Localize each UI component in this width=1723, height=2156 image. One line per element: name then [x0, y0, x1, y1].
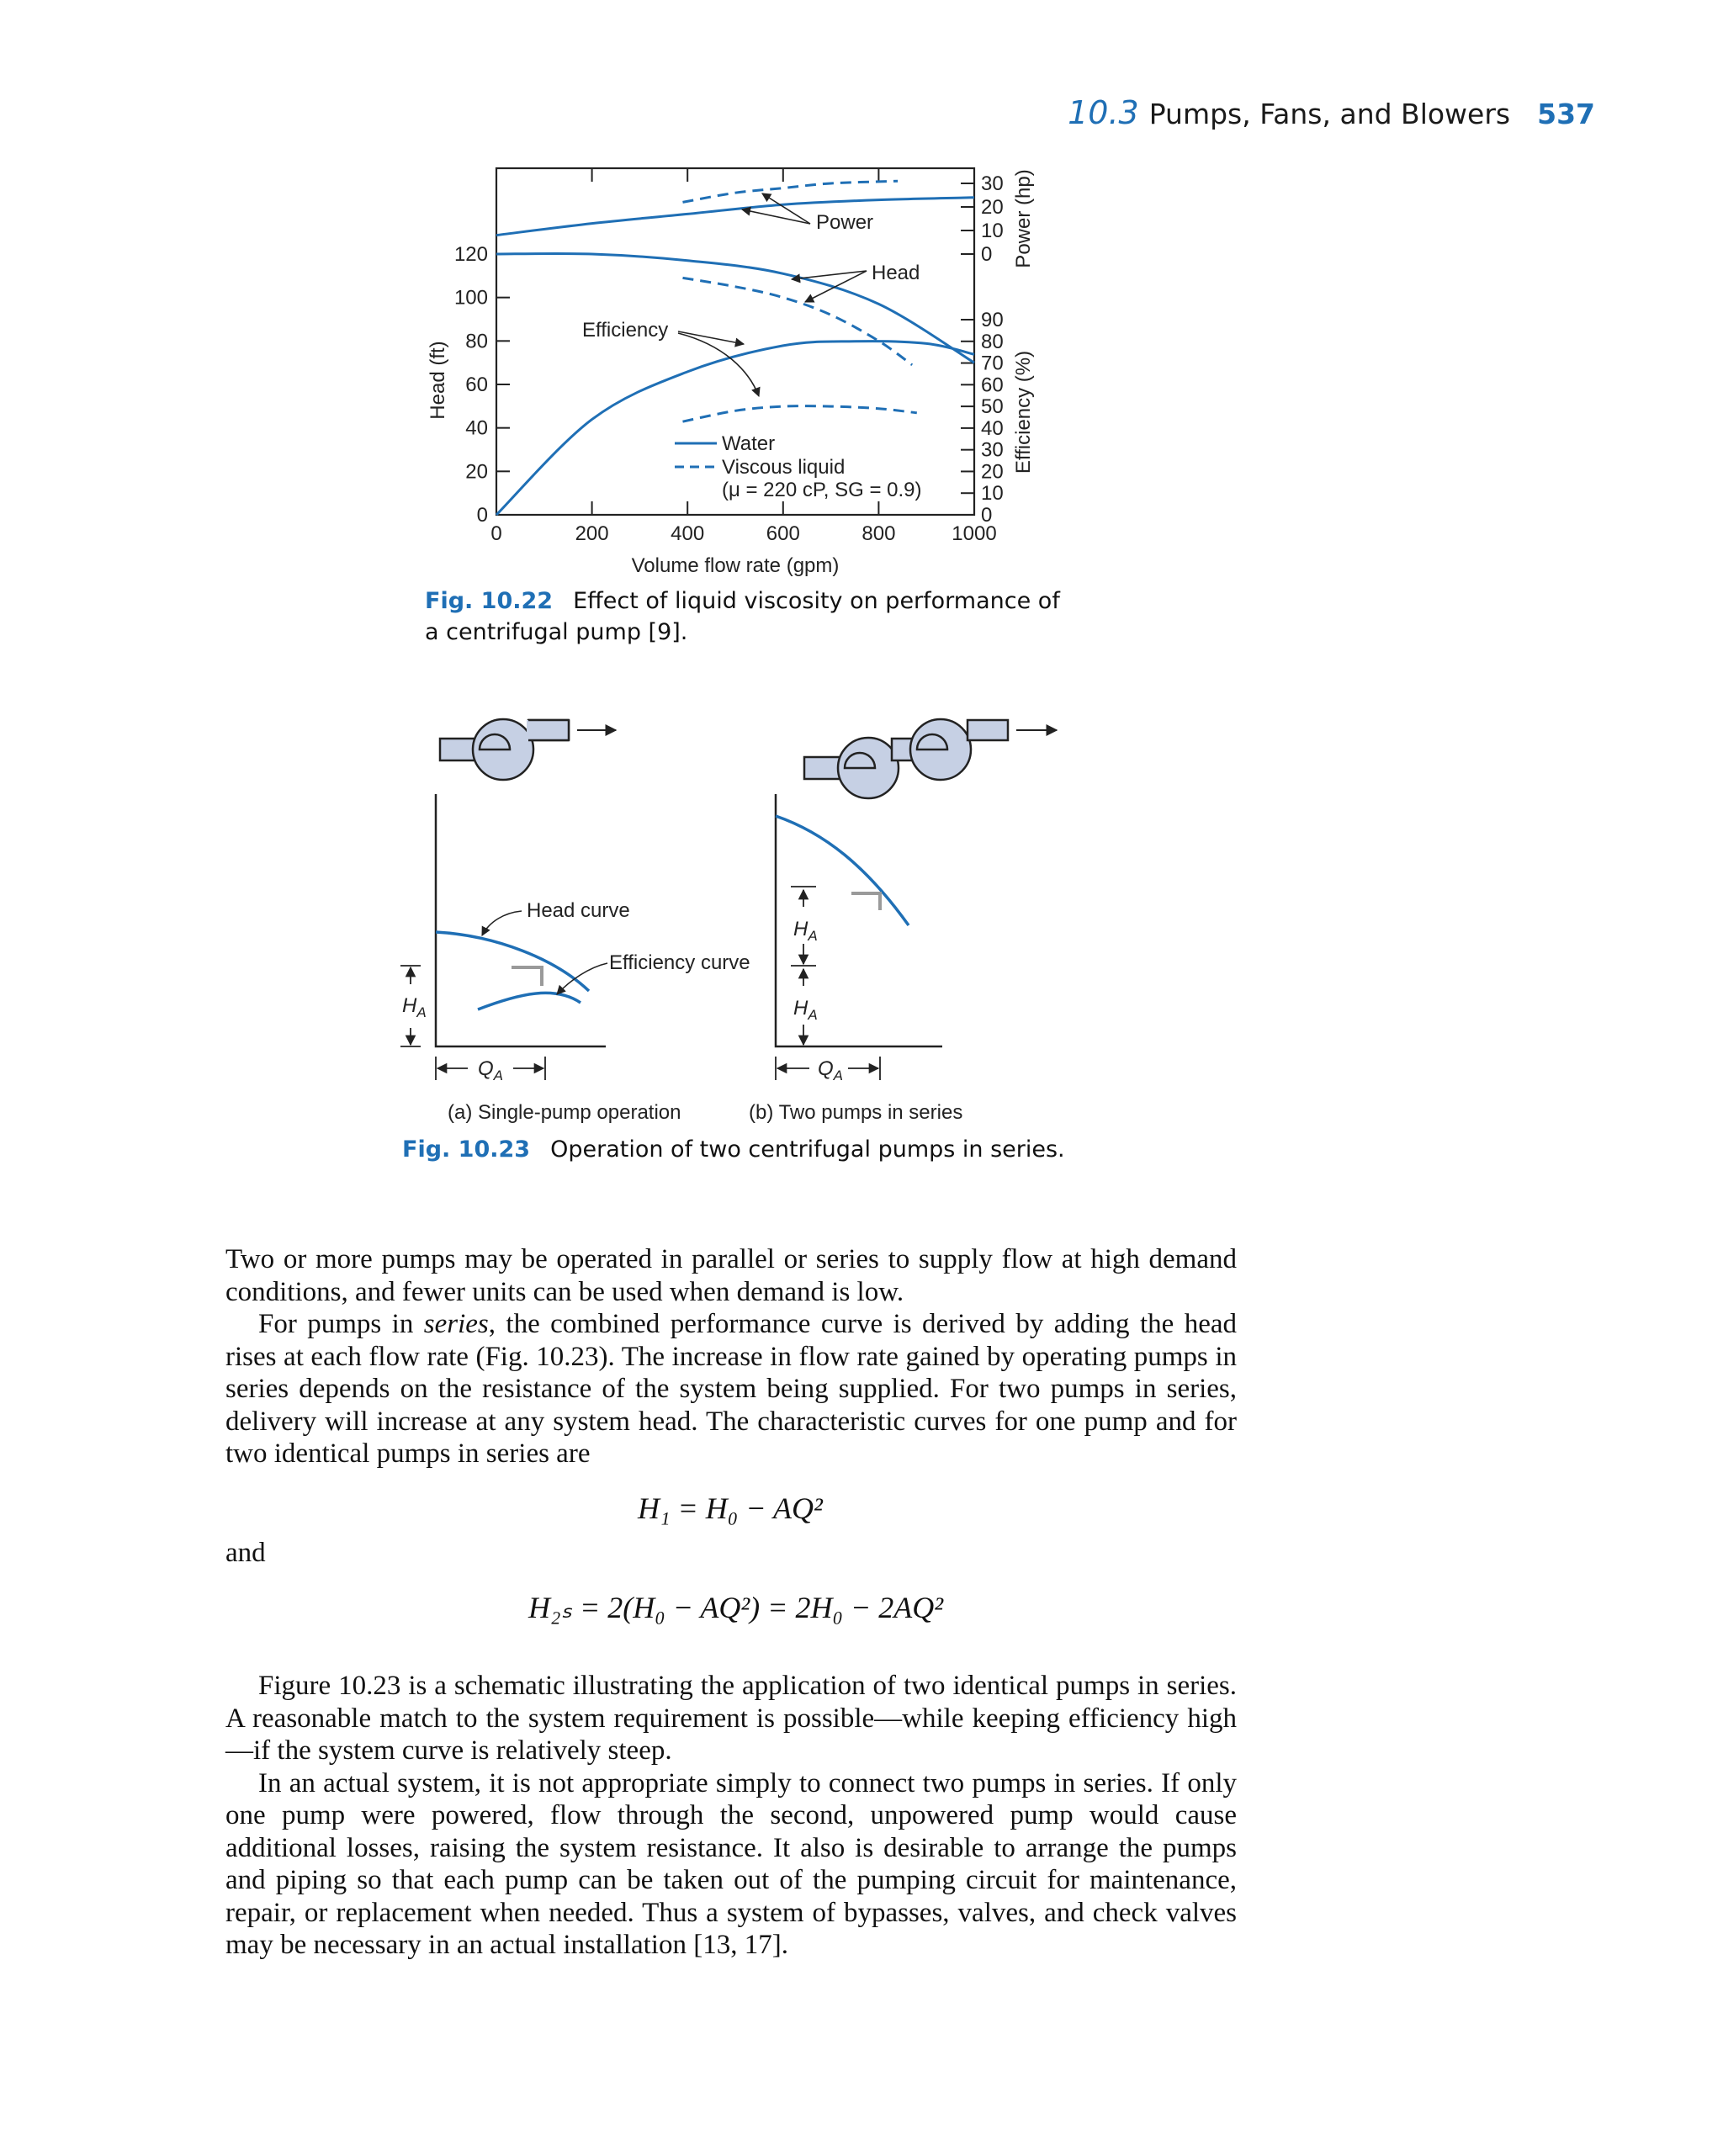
y-axis-label-power: Power (hp) — [1012, 169, 1035, 268]
fig-10-23-number: Fig. 10.23 — [402, 1136, 531, 1163]
section-number: 10.3 — [1068, 94, 1139, 131]
qa-label-b: $Q_A$ — [818, 1057, 844, 1083]
op-point-a — [512, 967, 542, 986]
pump-2-icon — [892, 719, 1008, 780]
equation-1: H₁ = H₀ − AQ² — [638, 1491, 823, 1525]
power-tick-label: 20 — [981, 196, 1004, 219]
eff-tick-label: 60 — [981, 373, 1004, 397]
fig-10-22-text: Effect of liquid viscosity on performance of a centrifugal pump [9]. — [425, 588, 1060, 645]
op-point-b — [851, 893, 880, 910]
pointer-head-curve — [482, 911, 522, 935]
head-tick-label: 20 — [465, 460, 488, 484]
paragraph-2: For pumps in series, the combined performance curve is derived by adding the head rises at each flow rate (Fig. 10.23). The increase in flow rate gained by operating pumps in series depends on the resistance of the system being supplied. For two pumps in series, delivery will increase at any system head. The characteristic curves for one pump and for two identical pumps in series are — [225, 1309, 1237, 1469]
power-tick-label: 10 — [981, 220, 1004, 242]
x-tick-label: 0 — [490, 522, 502, 545]
head-tick-label: 120 — [453, 243, 488, 266]
legend-viscous-note: (μ = 220 cP, SG = 0.9) — [722, 479, 922, 501]
label-efficiency: Efficiency — [582, 319, 669, 342]
head-tick-label: 40 — [465, 416, 488, 440]
pointer-eff-curve — [557, 963, 607, 994]
label-efficiency-curve: Efficiency curve — [609, 951, 750, 974]
label-head: Head — [872, 262, 920, 284]
legend-viscous: Viscous liquid — [722, 456, 846, 479]
label-head-curve: Head curve — [527, 899, 630, 922]
eff-tick-label: 20 — [981, 460, 1004, 484]
paragraph-1: Two or more pumps may be operated in parallel or series to supply flow at high demand conditions, and fewer units can be used when demand is low. — [225, 1244, 1237, 1307]
body-text-2 — [225, 1670, 1237, 1962]
eff-tick-label: 40 — [981, 416, 1004, 440]
subcaption-a: (a) Single-pump operation — [448, 1101, 681, 1124]
fig-10-23-text: Operation of two centrifugal pumps in series. — [550, 1136, 1065, 1163]
x-axis-label: Volume flow rate (gpm) — [631, 554, 840, 577]
power-tick-label: 30 — [981, 172, 1004, 195]
page-number: 537 — [1537, 98, 1595, 130]
subcaption-b: (b) Two pumps in series — [749, 1101, 963, 1124]
paragraph-3: Figure 10.23 is a schematic illustrating the application of two identical pumps in series. A reasonable match to the system requirement is possible—while keeping efficiency high—if the system curve is relatively steep. — [225, 1671, 1237, 1766]
head-tick-label: 100 — [453, 286, 488, 310]
single-pump-icon — [440, 719, 569, 780]
and-text: and — [225, 1538, 266, 1568]
head-curve-b — [776, 816, 909, 925]
y-axis-label-head: Head (ft) — [427, 341, 449, 420]
ha-label-b1: $H_A$ — [793, 918, 818, 944]
eff-tick-label: 10 — [981, 482, 1004, 506]
emphasis-series: series — [423, 1309, 489, 1339]
power-tick-label: 0 — [981, 243, 993, 266]
body-text-1 — [225, 1243, 1237, 1470]
eff-tick-label: 50 — [981, 395, 1004, 419]
eff-tick-label: 70 — [981, 352, 1004, 375]
ha-label-b2: $H_A$ — [793, 997, 818, 1023]
x-tick-label: 400 — [671, 522, 705, 545]
legend-water: Water — [722, 432, 776, 455]
head-tick-label: 0 — [476, 504, 488, 527]
qa-label-a: $Q_A$ — [478, 1057, 504, 1083]
eff-tick-label: 30 — [981, 438, 1004, 462]
head-tick-label: 80 — [465, 330, 488, 353]
pump-1-icon — [804, 738, 899, 798]
header-title: Pumps, Fans, and Blowers — [1148, 98, 1511, 130]
eff-tick-label: 90 — [981, 309, 1004, 331]
fig-10-22-number: Fig. 10.22 — [425, 588, 554, 614]
eff-tick-label: 0 — [981, 504, 993, 527]
ha-label-a: $H_A$ — [402, 994, 427, 1020]
head-tick-label: 60 — [465, 373, 488, 396]
x-tick-label: 1000 — [952, 522, 997, 545]
fig-10-23-caption — [402, 1134, 1159, 1165]
label-power: Power — [816, 211, 874, 234]
efficiency-curve-a — [478, 993, 581, 1009]
x-tick-label: 800 — [862, 522, 896, 545]
x-tick-label: 600 — [766, 522, 800, 545]
head-curve-a — [436, 932, 589, 991]
paragraph-4: In an actual system, it is not appropriate simply to connect two pumps in series. If only one pump were powered, flow through the second, unpowered pump would cause additional losses, raising the system resistance. It also is desirable to arrange the pumps and piping so that each pump can be taken out of the pumping circuit for maintenance, repair, or replacement when needed. Thus a system of bypasses, valves, and check valves may be necessary in an actual installation [13, 17]. — [225, 1767, 1237, 1960]
y-axis-label-efficiency: Efficiency (%) — [1012, 350, 1035, 474]
equation-2: H₂ₛ = 2(H₀ − AQ²) = 2H₀ − 2AQ² — [528, 1591, 944, 1624]
eff-tick-label: 80 — [981, 330, 1004, 353]
x-tick-label: 200 — [575, 522, 609, 545]
